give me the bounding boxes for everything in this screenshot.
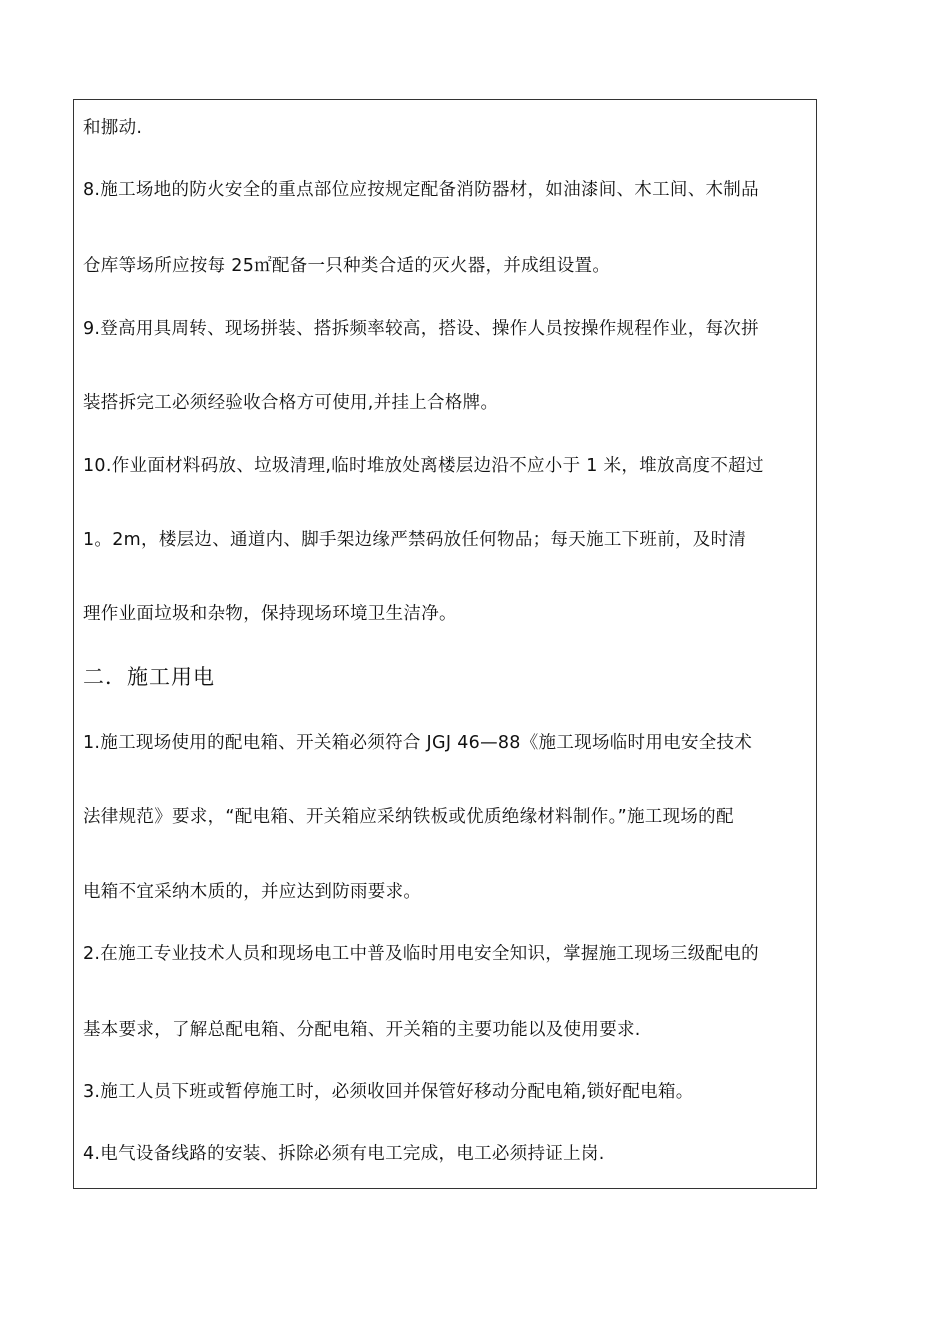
text-line-11: 法律规范》要求，“配电箱、开关箱应采纳铁板或优质绝缘材料制作。”施工现场的配: [83, 807, 734, 827]
text-line-7: 1。2m，楼层边、通道内、脚手架边缘严禁码放任何物品；每天施工下班前，及时清: [83, 530, 747, 550]
text-line-13: 2.在施工专业技术人员和现场电工中普及临时用电安全知识，掌握施工现场三级配电的: [83, 944, 759, 964]
text-line-5: 装搭拆完工必须经验收合格方可使用,并挂上合格牌。: [83, 393, 499, 413]
text-line-4: 9.登高用具周转、现场拼装、搭拆频率较高，搭设、操作人员按操作规程作业，每次拼: [83, 319, 759, 339]
text-line-10: 1.施工现场使用的配电箱、开关箱必须符合 JGJ 46—88《施工现场临时用电安全技术: [83, 733, 753, 753]
text-line-12: 电箱不宜采纳木质的，并应达到防雨要求。: [83, 882, 422, 902]
text-line-15: 3.施工人员下班或暂停施工时，必须收回并保管好移动分配电箱,锁好配电箱。: [83, 1082, 694, 1102]
text-line-2: 8.施工场地的防火安全的重点部位应按规定配备消防器材，如油漆间、木工间、木制品: [83, 180, 759, 200]
text-line-16: 4.电气设备线路的安装、拆除必须有电工完成，电工必须持证上岗.: [83, 1144, 605, 1164]
text-line-6: 10.作业面材料码放、垃圾清理,临时堆放处离楼层边沿不应小于 1 米，堆放高度不超过: [83, 456, 764, 476]
text-line-3: 仓库等场所应按每 25㎡配备一只种类合适的灭火器，并成组设置。: [83, 256, 611, 276]
text-line-1: 和挪动.: [83, 118, 143, 138]
text-line-8: 理作业面垃圾和杂物，保持现场环境卫生洁净。: [83, 604, 457, 624]
text-line-14: 基本要求，了解总配电箱、分配电箱、开关箱的主要功能以及使用要求.: [83, 1020, 641, 1040]
section-heading: 二．施工用电: [83, 665, 215, 689]
